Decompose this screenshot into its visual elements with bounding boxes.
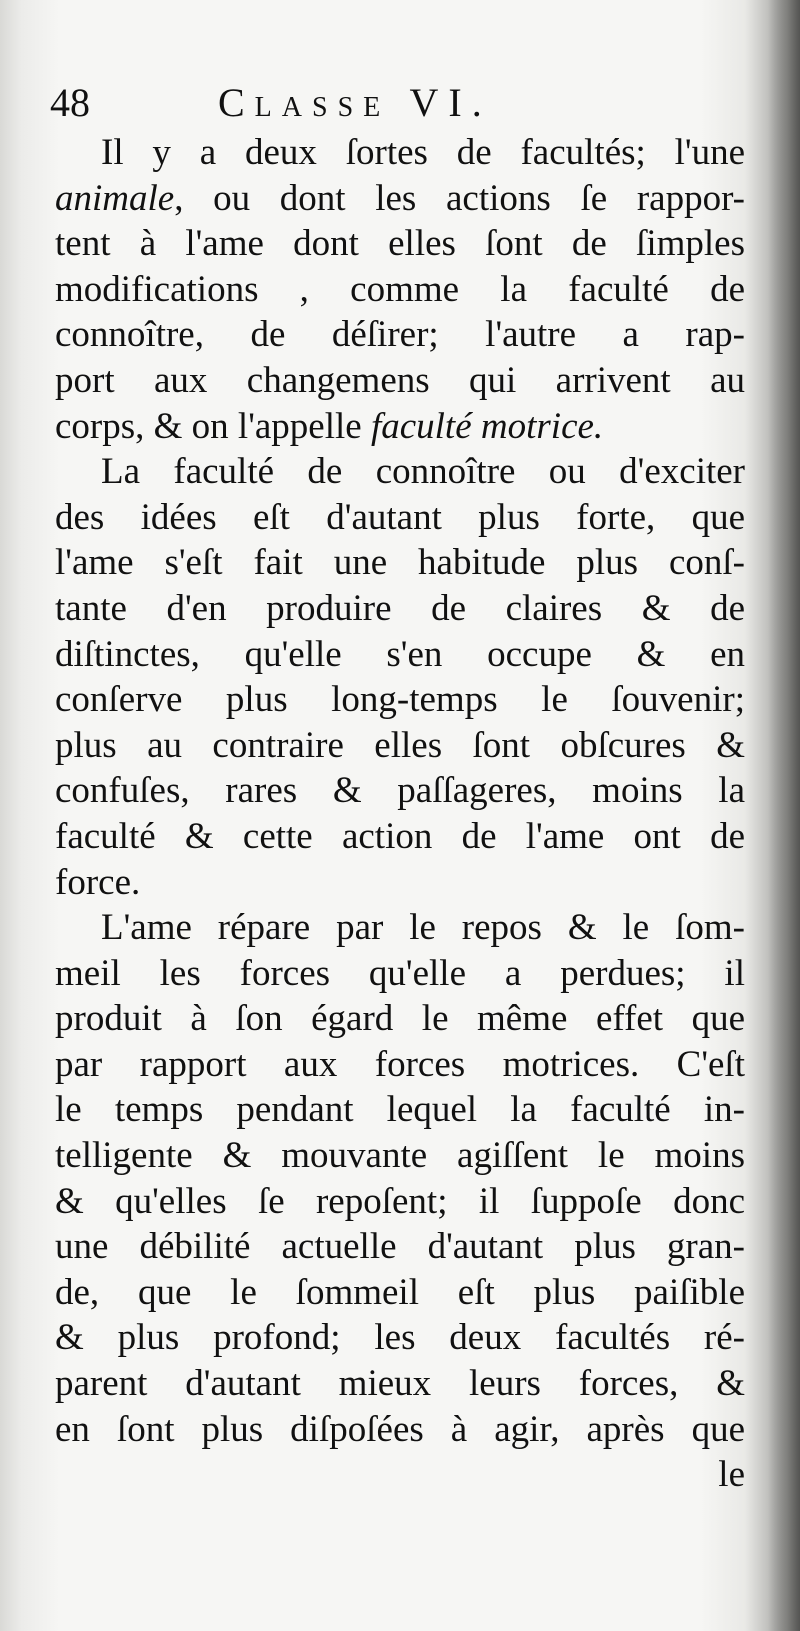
page-header xyxy=(50,78,750,128)
italic-text: animale xyxy=(55,177,175,219)
text-line xyxy=(55,814,745,860)
text-line xyxy=(55,1270,745,1316)
text-segment: plus au contraire elles ſont obſcures & xyxy=(55,724,745,766)
text-line xyxy=(55,267,745,313)
text-segment: La faculté de connoître ou d'exciter xyxy=(101,451,745,493)
text-line xyxy=(55,1315,745,1361)
text-line xyxy=(55,768,745,814)
text-segment: L'ame répare par le repos & le ſom- xyxy=(101,907,745,949)
text-line xyxy=(55,1179,745,1225)
text-segment: confuſes, rares & paſſageres, moins la xyxy=(55,770,745,812)
text-line xyxy=(55,358,745,404)
text-line xyxy=(55,1087,745,1133)
text-line xyxy=(55,1042,745,1088)
text-segment: des idées eſt d'autant plus forte, que xyxy=(55,496,745,538)
text-line xyxy=(55,176,745,222)
text-line xyxy=(55,130,745,176)
text-line xyxy=(55,905,745,951)
body-text xyxy=(55,130,745,1498)
italic-text: faculté motrice. xyxy=(370,405,604,447)
text-segment: telligente & mouvante agiſſent le moins xyxy=(55,1135,745,1177)
text-segment: force. xyxy=(55,861,141,903)
text-segment: modifications , comme la faculté de xyxy=(55,268,745,310)
text-segment: une débilité actuelle d'autant plus gran- xyxy=(55,1226,745,1268)
text-line xyxy=(55,586,745,632)
text-segment: conſerve plus long-temps le ſouvenir; xyxy=(55,679,745,721)
text-segment: corps, & on l'appelle xyxy=(55,405,371,447)
text-segment: faculté & cette action de l'ame ont de xyxy=(55,815,745,857)
text-segment: de, que le ſommeil eſt plus paiſible xyxy=(55,1271,745,1313)
text-line xyxy=(55,677,745,723)
text-segment: en ſont plus diſpoſées à agir, après que xyxy=(55,1408,745,1450)
text-segment: meil les forces qu'elle a perdues; il xyxy=(55,952,745,994)
text-line xyxy=(55,1361,745,1407)
text-line xyxy=(55,860,745,906)
page-edge-shadow xyxy=(768,0,800,1631)
text-line xyxy=(55,1224,745,1270)
text-line xyxy=(55,495,745,541)
text-line xyxy=(55,632,745,678)
text-line xyxy=(55,540,745,586)
text-line xyxy=(55,951,745,997)
text-segment: tante d'en produire de claires & de xyxy=(55,587,745,629)
text-line xyxy=(55,723,745,769)
text-segment: tent à l'ame dont elles ſont de ſimples xyxy=(55,223,745,265)
text-segment: le temps pendant lequel la faculté in- xyxy=(55,1089,745,1131)
text-segment: l'ame s'eſt fait une habitude plus conſ- xyxy=(55,542,745,584)
text-line xyxy=(55,1407,745,1453)
text-line xyxy=(55,221,745,267)
text-line xyxy=(55,996,745,1042)
text-segment: produit à ſon égard le même effet que xyxy=(55,998,745,1040)
page-number: 48 xyxy=(50,80,90,125)
running-head: Classe VI. xyxy=(218,80,492,125)
text-segment: , ou dont les actions ſe rappor- xyxy=(174,177,745,219)
text-line xyxy=(55,312,745,358)
text-line xyxy=(55,449,745,495)
text-segment: & plus profond; les deux facultés ré- xyxy=(55,1317,745,1359)
text-segment: Il y a deux ſortes de facultés; l'une xyxy=(101,132,745,173)
text-segment: diſtinctes, qu'elle s'en occupe & en xyxy=(55,633,745,675)
text-segment: par rapport aux forces motrices. C'eſt xyxy=(55,1043,745,1085)
catchword: le xyxy=(718,1454,745,1496)
text-line xyxy=(55,404,745,450)
text-segment: & qu'elles ſe repoſent; il ſuppoſe donc xyxy=(55,1180,745,1222)
text-segment: port aux changemens qui arrivent au xyxy=(55,359,745,401)
text-segment: connoître, de déſirer; l'autre a rap- xyxy=(55,314,745,356)
text-line xyxy=(55,1133,745,1179)
text-segment: parent d'autant mieux leurs forces, & xyxy=(55,1363,745,1405)
